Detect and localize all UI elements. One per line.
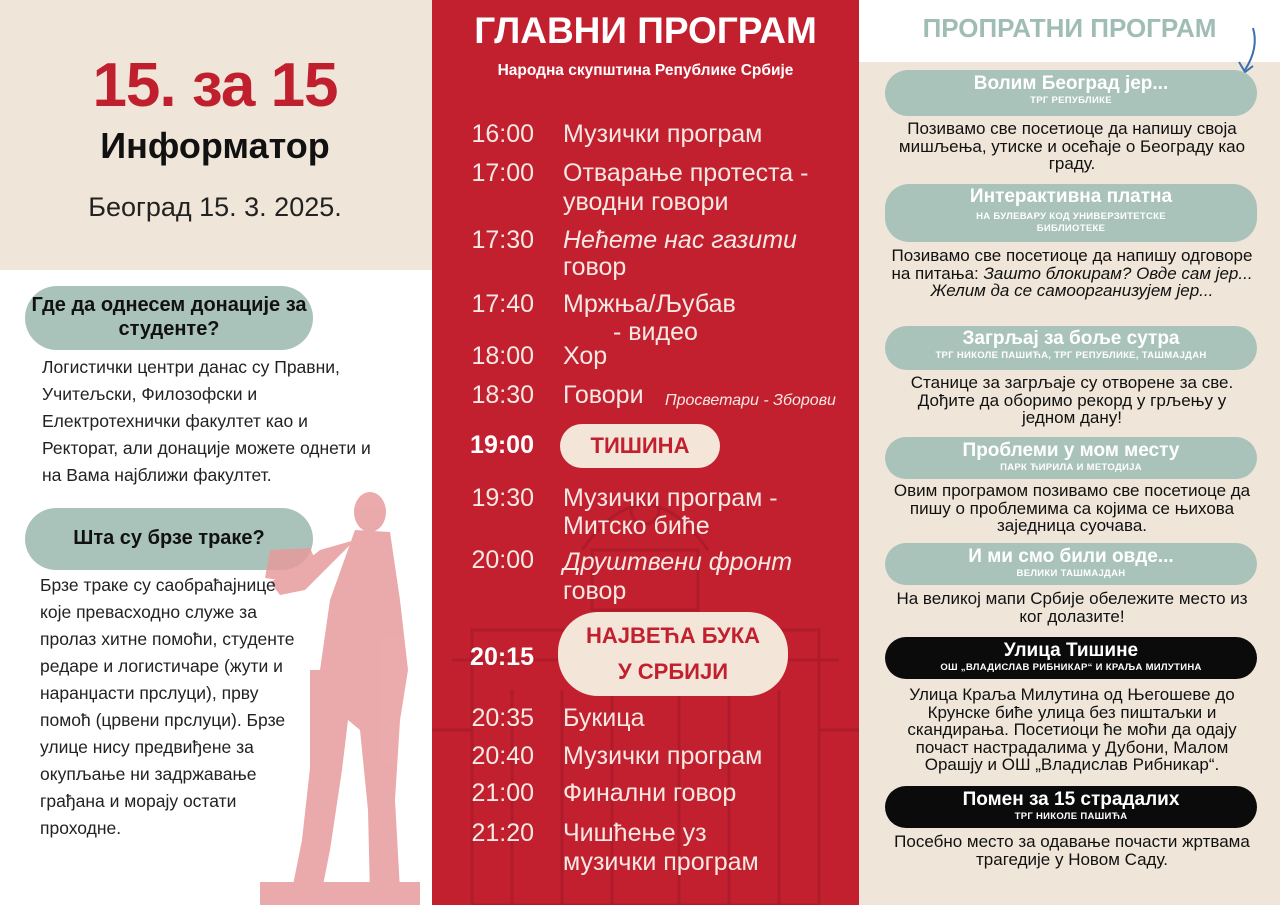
fast-lanes-answer: Брзе траке су саобраћајнице које превасходно служе за пролаз хитне помоћи, студенте редаре и логистичаре (жути и наранџасти прслуци), прву помоћ (црвени прслуци). Брзе улице нису предвиђене за окупљање ни задржавање грађана и морају остати проходне. <box>40 575 295 838</box>
side-program-column <box>859 0 1280 905</box>
event-1740-line2: - видео <box>613 318 698 346</box>
event-1740-line1: Мржња/Љубав <box>563 290 736 318</box>
date: Београд 15. 3. 2025. <box>88 192 342 222</box>
event-1700-line2: уводни говори <box>563 188 729 216</box>
event-1930-line2: Митско биће <box>563 512 710 540</box>
item-interactive-canvas-desc-b: Зашто блокирам? Овде сам јер... Желим да се самоорганизујем јер... <box>930 263 1253 300</box>
item-interactive-canvas-desc <box>889 247 1255 300</box>
item-hug-desc: Станице за загрљаје су отворене за све. Дођите да оборимо рекорд у грљењу у једном дану! <box>910 373 1234 427</box>
time-1800: 18:00 <box>471 342 534 370</box>
loudest-noise-line2: У СРБИЈИ <box>617 659 729 684</box>
left-column <box>0 0 432 905</box>
time-1700: 17:00 <box>471 159 534 187</box>
item-we-were-here-title: И ми смо били овде... <box>968 546 1174 567</box>
event-2120-line1: Чишћење уз <box>563 819 707 847</box>
event-2120-line2: музички програм <box>563 848 759 876</box>
main-title: 15. за 15 <box>92 51 338 120</box>
time-2035: 20:35 <box>471 704 534 732</box>
event-2000-line1: Друштвени фронт <box>563 548 793 576</box>
time-2015: 20:15 <box>470 643 534 671</box>
event-1800: Хор <box>563 342 608 370</box>
event-1830: Говори <box>563 381 644 409</box>
time-2100: 21:00 <box>471 779 534 807</box>
loudest-noise-line1: НАЈВЕЋА БУКА <box>585 623 761 648</box>
time-2040: 20:40 <box>471 742 534 770</box>
event-1600: Музички програм <box>563 120 763 148</box>
item-hug-pill <box>885 326 1257 370</box>
item-love-belgrade-desc: Позивамо све посетиоце да напишу своја мишљења, утиске и осећаје о Београду као граду. <box>898 119 1246 173</box>
fast-lanes-question-pill: Шта су брзе траке? <box>25 508 313 570</box>
event-2040: Музички програм <box>563 742 763 770</box>
item-love-belgrade-pill <box>885 70 1257 116</box>
item-interactive-canvas-title: Интерактивна платна <box>969 186 1173 207</box>
donations-answer: Логистички центри данас су Правни, Учитељски, Филозофски и Електротехнички факултет као и Ректорат, али донације можете однети и на Вама најближи факултет. <box>42 357 371 485</box>
item-silence-street-pill <box>885 637 1257 679</box>
side-program-title: ПРОПРАТНИ ПРОГРАМ <box>922 13 1217 43</box>
time-1900: 19:00 <box>470 431 534 459</box>
item-silence-street-desc: Улица Краља Милутина од Његошеве до Крунске биће улица без пиштаљки и скандирања. Посетиоци ће моћи да одају почаст настрадалима у Дубони, Малом Орашју и ОШ „Владислав Рибникар“. <box>907 685 1237 774</box>
event-1830-note: Просветари - Зборови <box>665 392 836 409</box>
event-1730-line1: Нећете нас газити <box>563 226 797 254</box>
item-problems-desc: Овим програмом позивамо све посетиоце да пишу о проблемима са којима се њихова заједница суочава. <box>893 481 1251 535</box>
item-hug-title: Загрљај за боље сутра <box>962 328 1180 349</box>
time-1730: 17:30 <box>471 226 534 254</box>
time-1740: 17:40 <box>471 290 534 318</box>
event-2000-line2: говор <box>563 577 627 605</box>
event-1930-line1: Музички програм - <box>563 484 778 512</box>
item-problems-title: Проблеми у мом месту <box>962 440 1180 461</box>
item-interactive-canvas-desc-a: Позивамо све посетиоце да напишу одговоре на питања: <box>891 246 1253 283</box>
event-2100: Финални говор <box>563 779 737 807</box>
item-memorial-place: ТРГ НИКОЛЕ ПАШИЋА <box>1014 811 1128 822</box>
item-we-were-here-desc: На великој мапи Србије обележите место из ког долазите! <box>896 589 1248 626</box>
item-silence-street-place: ОШ „ВЛАДИСЛАВ РИБНИКАР“ И КРАЉА МИЛУТИНА <box>940 662 1202 673</box>
item-interactive-canvas-pill <box>885 184 1257 242</box>
item-love-belgrade-place: ТРГ РЕПУБЛИКЕ <box>1030 95 1112 106</box>
time-1930: 19:30 <box>471 484 534 512</box>
item-problems-place: ПАРК ЋИРИЛА И МЕТОДИЈА <box>1000 462 1142 473</box>
main-program-title: ГЛАВНИ ПРОГРАМ <box>474 10 817 51</box>
time-2000: 20:00 <box>471 546 534 574</box>
subtitle: Информатор <box>100 125 330 166</box>
main-program-location: Народна скупштина Републике Србије <box>497 62 794 79</box>
event-1730-line2: говор <box>563 253 627 281</box>
item-memorial-pill <box>885 786 1257 828</box>
item-memorial-desc: Посебно место за одавање почасти жртвама трагедије у Новом Саду. <box>894 832 1250 869</box>
time-2120: 21:20 <box>471 819 534 847</box>
item-we-were-here-place: ВЕЛИКИ ТАШМАЈДАН <box>1016 568 1126 579</box>
item-memorial-title: Помен за 15 страдалих <box>962 789 1180 810</box>
loudest-noise-pill <box>558 612 788 696</box>
item-problems-pill <box>885 437 1257 479</box>
event-1700-line1: Отварање протеста - <box>563 159 809 187</box>
item-love-belgrade-title: Волим Београд јер... <box>973 73 1169 94</box>
item-hug-place: ТРГ НИКОЛЕ ПАШИЋА, ТРГ РЕПУБЛИКЕ, ТАШМАЈДАН <box>935 350 1207 361</box>
time-1600: 16:00 <box>471 120 534 148</box>
item-we-were-here-pill <box>885 543 1257 585</box>
time-1830: 18:30 <box>471 381 534 409</box>
item-silence-street-title: Улица Тишине <box>1003 640 1139 661</box>
main-program-column <box>432 0 859 905</box>
item-interactive-canvas-place: НА БУЛЕВАРУ КОД УНИВЕРЗИТЕТСКЕ БИБЛИОТЕКЕ <box>976 211 1166 234</box>
event-2035: Букица <box>563 704 645 732</box>
silence-pill: ТИШИНА <box>560 424 720 468</box>
donations-question-pill: Где да однесем донације за студенте? <box>25 286 313 350</box>
